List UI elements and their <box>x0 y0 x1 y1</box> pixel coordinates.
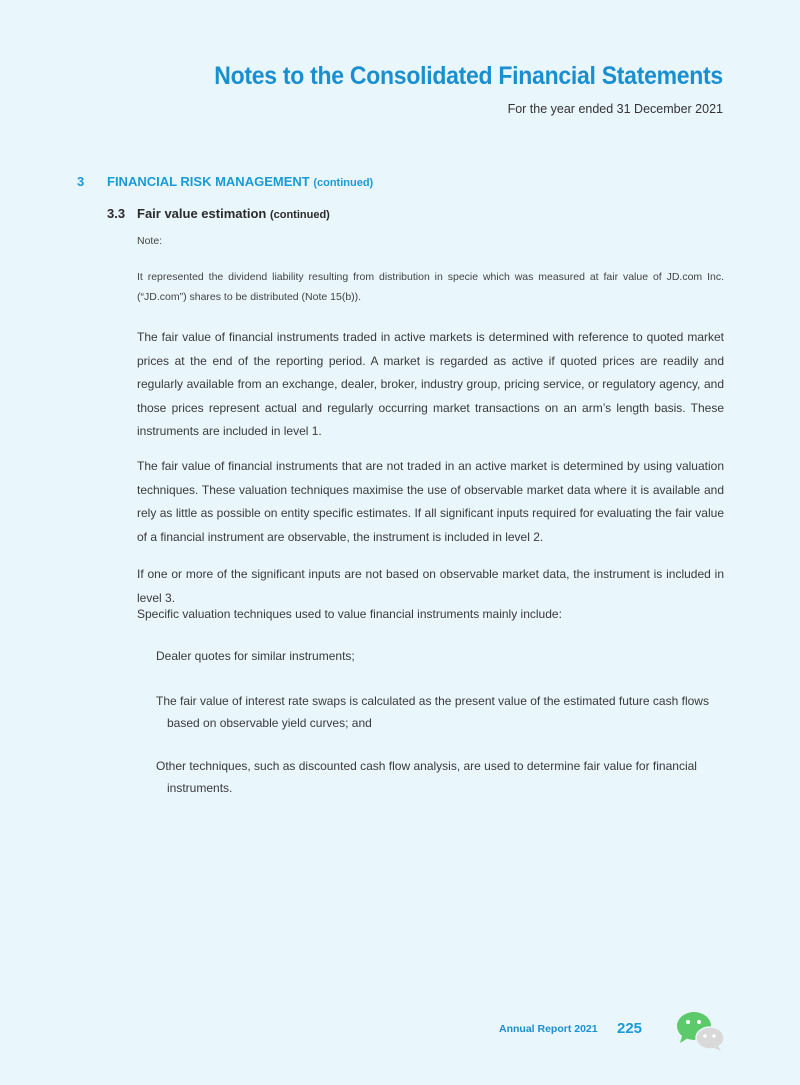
list-item <box>156 755 724 799</box>
paragraph-level1: The fair value of financial instruments traded in active markets is determined with reference to quoted market prices at the end of the reporting period. A market is regarded as active if quoted prices are readily and regularly available from an exchange, dealer, broker, industry group, pricing service, or regulatory agency, and those prices represent actual and regularly occurring market transactions on an arm’s length basis. These instruments are included in level 1. <box>137 330 724 439</box>
list-item <box>156 645 724 667</box>
list-item-continuation: instruments. <box>167 781 233 795</box>
subsection-suffix: (continued) <box>269 209 330 221</box>
list-item-text: Other techniques, such as discounted cash flow analysis, are used to determine fair value for financial <box>156 759 697 773</box>
subsection-number: 3.3 <box>107 206 126 221</box>
page-number: 225 <box>617 1020 643 1037</box>
note-text: It represented the dividend liability resulting from distribution in specie which was measured at fair value of JD.com Inc. (“JD.com”) shares to be distributed (Note 15(b)). <box>137 271 724 303</box>
paragraph-level2: The fair value of financial instruments that are not traded in an active market is determined by using valuation techniques. These valuation techniques maximise the use of observable market data where it is available and rely as little as possible on entity specific estimates. If all significant inputs required for evaluating the fair value of a financial instrument are observable, the instrument is included in level 2. <box>137 459 724 544</box>
list-item-text: Dealer quotes for similar instruments; <box>156 649 355 663</box>
list-item <box>156 690 724 734</box>
list-item-continuation: based on observable yield curves; and <box>167 716 372 730</box>
section-title: FINANCIAL RISK MANAGEMENT <box>107 174 310 189</box>
note-label: Note: <box>137 235 163 247</box>
section-number: 3 <box>77 174 85 189</box>
section-suffix: (continued) <box>313 177 374 189</box>
wechat-logo-icon <box>674 1010 726 1052</box>
subsection-title: Fair value estimation <box>137 206 267 221</box>
list-item-text: The fair value of interest rate swaps is calculated as the present value of the estimated future cash flows <box>156 694 709 708</box>
section-heading <box>107 174 373 189</box>
footer-report-label: Annual Report 2021 <box>499 1023 598 1035</box>
paragraph-techniques-intro: Specific valuation techniques used to value financial instruments mainly include: <box>137 607 562 621</box>
page-subtitle: For the year ended 31 December 2021 <box>507 102 723 116</box>
subsection-heading <box>137 206 330 221</box>
page-title: Notes to the Consolidated Financial Statements <box>214 62 723 90</box>
paragraph-level3: If one or more of the significant inputs are not based on observable market data, the instrument is included in level 3. <box>137 567 724 605</box>
